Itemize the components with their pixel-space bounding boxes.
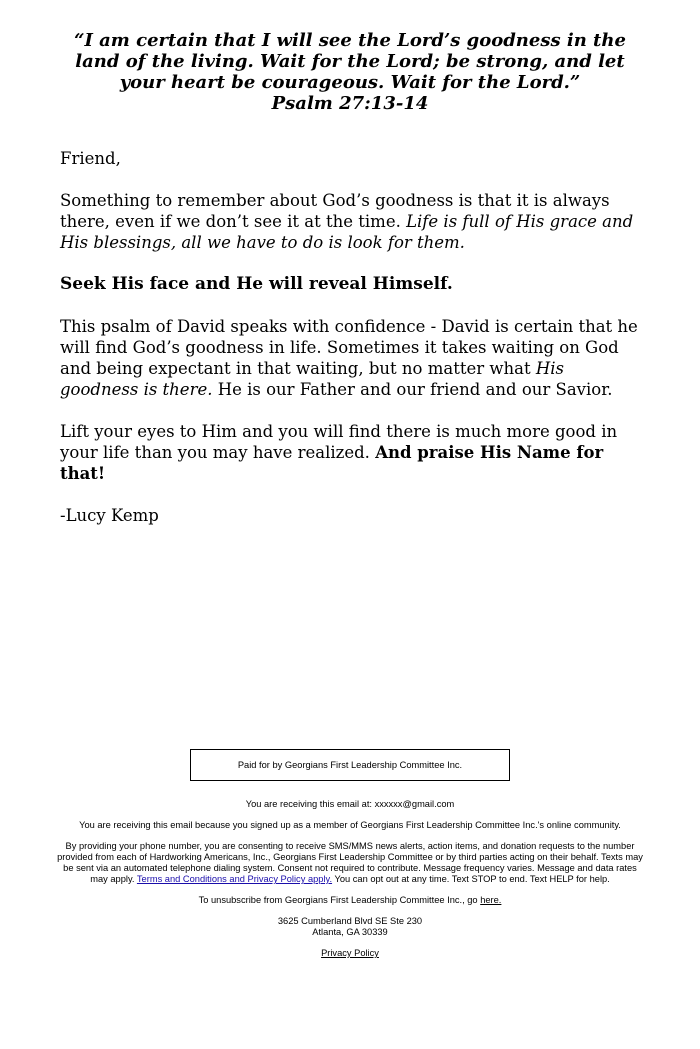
quote-text: “I am certain that I will see the Lord’s goodness in the land of the living. Wait for the Lord; be strong, and let your heart be courageous. Wait for the Lord.” bbox=[74, 30, 626, 93]
paragraph-3-text: Lift your eyes to Him and you will find there is much more good in your life than you may have realized. bbox=[60, 422, 618, 462]
letter-heading: Seek His face and He will reveal Himself. bbox=[60, 274, 453, 294]
paragraph-3 bbox=[60, 421, 645, 484]
privacy-policy bbox=[55, 948, 645, 959]
email-footer bbox=[55, 749, 645, 969]
unsubscribe-link[interactable]: here. bbox=[480, 895, 502, 905]
terms-link[interactable]: Terms and Conditions and Privacy Policy apply. bbox=[136, 874, 333, 884]
paragraph-1-text: Something to remember about God’s goodness is that it is always there, even if we don’t see it at the time. bbox=[60, 191, 610, 231]
paragraph-3-bold: And praise His Name for that! bbox=[60, 443, 604, 483]
signup-notice: You are receiving this email because you signed up as a member of Georgians First Leadership Committee Inc.'s online community. bbox=[79, 820, 621, 830]
sms-consent bbox=[55, 841, 645, 885]
address-line-1: 3625 Cumberland Blvd SE Ste 230 bbox=[277, 916, 423, 926]
paragraph-1-italic: Life is full of His grace and His blessings, all we have to do is look for them. bbox=[60, 212, 634, 252]
paragraph-1 bbox=[60, 190, 645, 253]
quote-reference: Psalm 27:13-14 bbox=[271, 93, 429, 114]
sms-consent-text: By providing your phone number, you are consenting to receive SMS/MMS news alerts, action items, and donation requests to the number provided from each of Hardworking Americans, Inc., Georgians First Leadership Committee or by third parties acting on their behalf. Texts may be sent via an automated telephone dialing system. Consent not required to contribute. Message frequency varies. Message and data rates may apply. bbox=[57, 841, 643, 884]
receiving-email-notice: You are receiving this email at: xxxxxx@gmail.com bbox=[245, 799, 455, 809]
paid-for-box bbox=[190, 749, 510, 781]
unsubscribe-text: To unsubscribe from Georgians First Leadership Committee Inc., go bbox=[198, 895, 481, 905]
address-line-2: Atlanta, GA 30339 bbox=[312, 927, 388, 937]
paragraph-2-text: This psalm of David speaks with confidence - David is certain that he will find God’s goodness in life. Sometimes it takes waiting on God and being expectant in that waiting, but no matter what bbox=[60, 317, 638, 378]
signature: -Lucy Kemp bbox=[60, 506, 159, 525]
paid-for-text: Paid for by Georgians First Leadership Committee Inc. bbox=[237, 759, 463, 770]
paragraph-2 bbox=[60, 316, 645, 400]
scripture-quote bbox=[55, 30, 645, 114]
paragraph-2-italic: His goodness is there. bbox=[60, 359, 564, 399]
privacy-policy-link[interactable]: Privacy Policy bbox=[321, 948, 379, 958]
sms-consent-end: You can opt out at any time. Text STOP to end. Text HELP for help. bbox=[332, 874, 610, 884]
letter-body bbox=[60, 148, 645, 547]
greeting: Friend, bbox=[60, 149, 121, 168]
unsubscribe-notice bbox=[55, 895, 645, 906]
paragraph-2-end: He is our Father and our friend and our Savior. bbox=[212, 380, 613, 399]
mailing-address bbox=[55, 916, 645, 938]
